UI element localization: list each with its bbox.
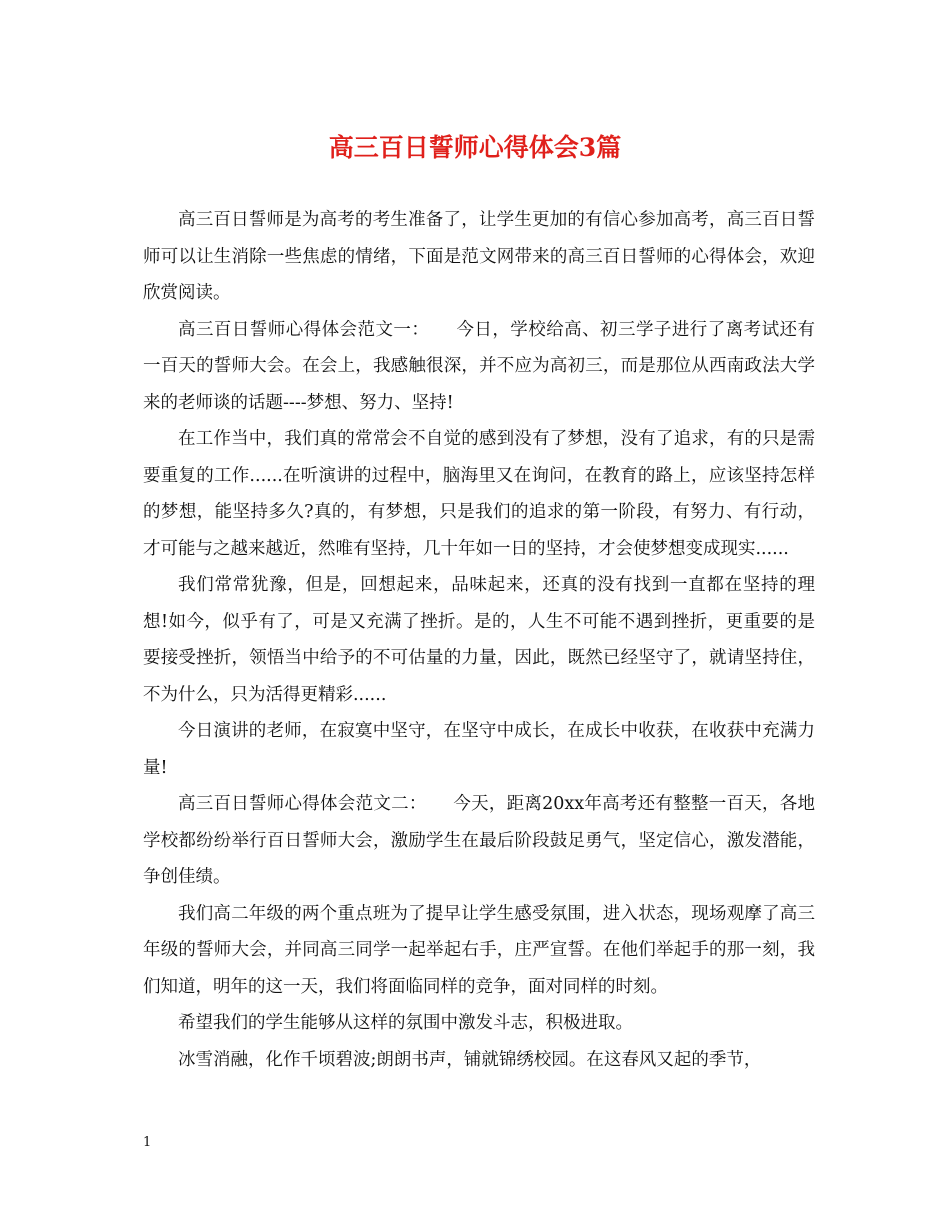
paragraph-essay-two-spring: 冰雪消融，化作千顷碧波;朗朗书声，铺就锦绣校园。在这春风又起的季节，	[178, 1049, 762, 1070]
paragraph-essay-one-ideal: 我们常常犹豫，但是，回想起来，品味起来，还真的没有找到一直都在坚持的理想!如今，似乎有了，可是又充满了挫折。是的，人生不可能不遇到挫折，更重要的是要接受挫折，领悟当中给予的不可估量的力量，因此，既然已经坚守了，就请坚持住，不为什么，只为活得更精彩......	[143, 575, 815, 705]
page-number: 1	[143, 1135, 152, 1150]
paragraph-intro: 高三百日誓师是为高考的考生准备了，让学生更加的有信心参加高考，高三百日誓师可以让生消除一些焦虑的情绪，下面是范文网带来的高三百日誓师的心得体会，欢迎欣赏阅读。	[143, 210, 815, 303]
paragraph-essay-one-work: 在工作当中，我们真的常常会不自觉的感到没有了梦想，没有了追求，有的只是需要重复的工作......在听演讲的过程中，脑海里又在询问，在教育的路上，应该坚持怎样的梦想，能坚持多久?真的，有梦想，只是我们的追求的第一阶段，有努力、有行动，才可能与之越来越近，然唯有坚持，几十年如一日的坚持，才会使梦想变成现实......	[143, 429, 815, 559]
paragraph-essay-two-observe: 我们高二年级的两个重点班为了提早让学生感受氛围，进入状态，现场观摩了高三年级的誓师大会，并同高三同学一起举起右手，庄严宣誓。在他们举起手的那一刻，我们知道，明年的这一天，我们将面临同样的竞争，面对同样的时刻。	[143, 903, 815, 997]
paragraph-essay-two-opening: 高三百日誓师心得体会范文二： 今天，距离20xx年高考还有整整一百天，各地学校都纷纷举行百日誓师大会，激励学生在最后阶段鼓足勇气，坚定信心，激发潜能，争创佳绩。	[143, 794, 815, 887]
paragraph-essay-one-closing: 今日演讲的老师，在寂寞中坚守，在坚守中成长，在成长中收获，在收获中充满力量!	[143, 721, 815, 778]
paragraph-essay-one-opening: 高三百日誓师心得体会范文一： 今日，学校给高、初三学子进行了离考试还有一百天的誓师大会。在会上，我感触很深，并不应为高初三，而是那位从西南政法大学来的老师谈的话题----梦想、努力、坚持!	[143, 319, 815, 413]
document-title: 高三百日誓师心得体会3篇	[328, 133, 622, 162]
document-body	[143, 202, 815, 1078]
paragraph-essay-two-hope: 希望我们的学生能够从这样的氛围中激发斗志，积极进取。	[178, 1013, 633, 1033]
